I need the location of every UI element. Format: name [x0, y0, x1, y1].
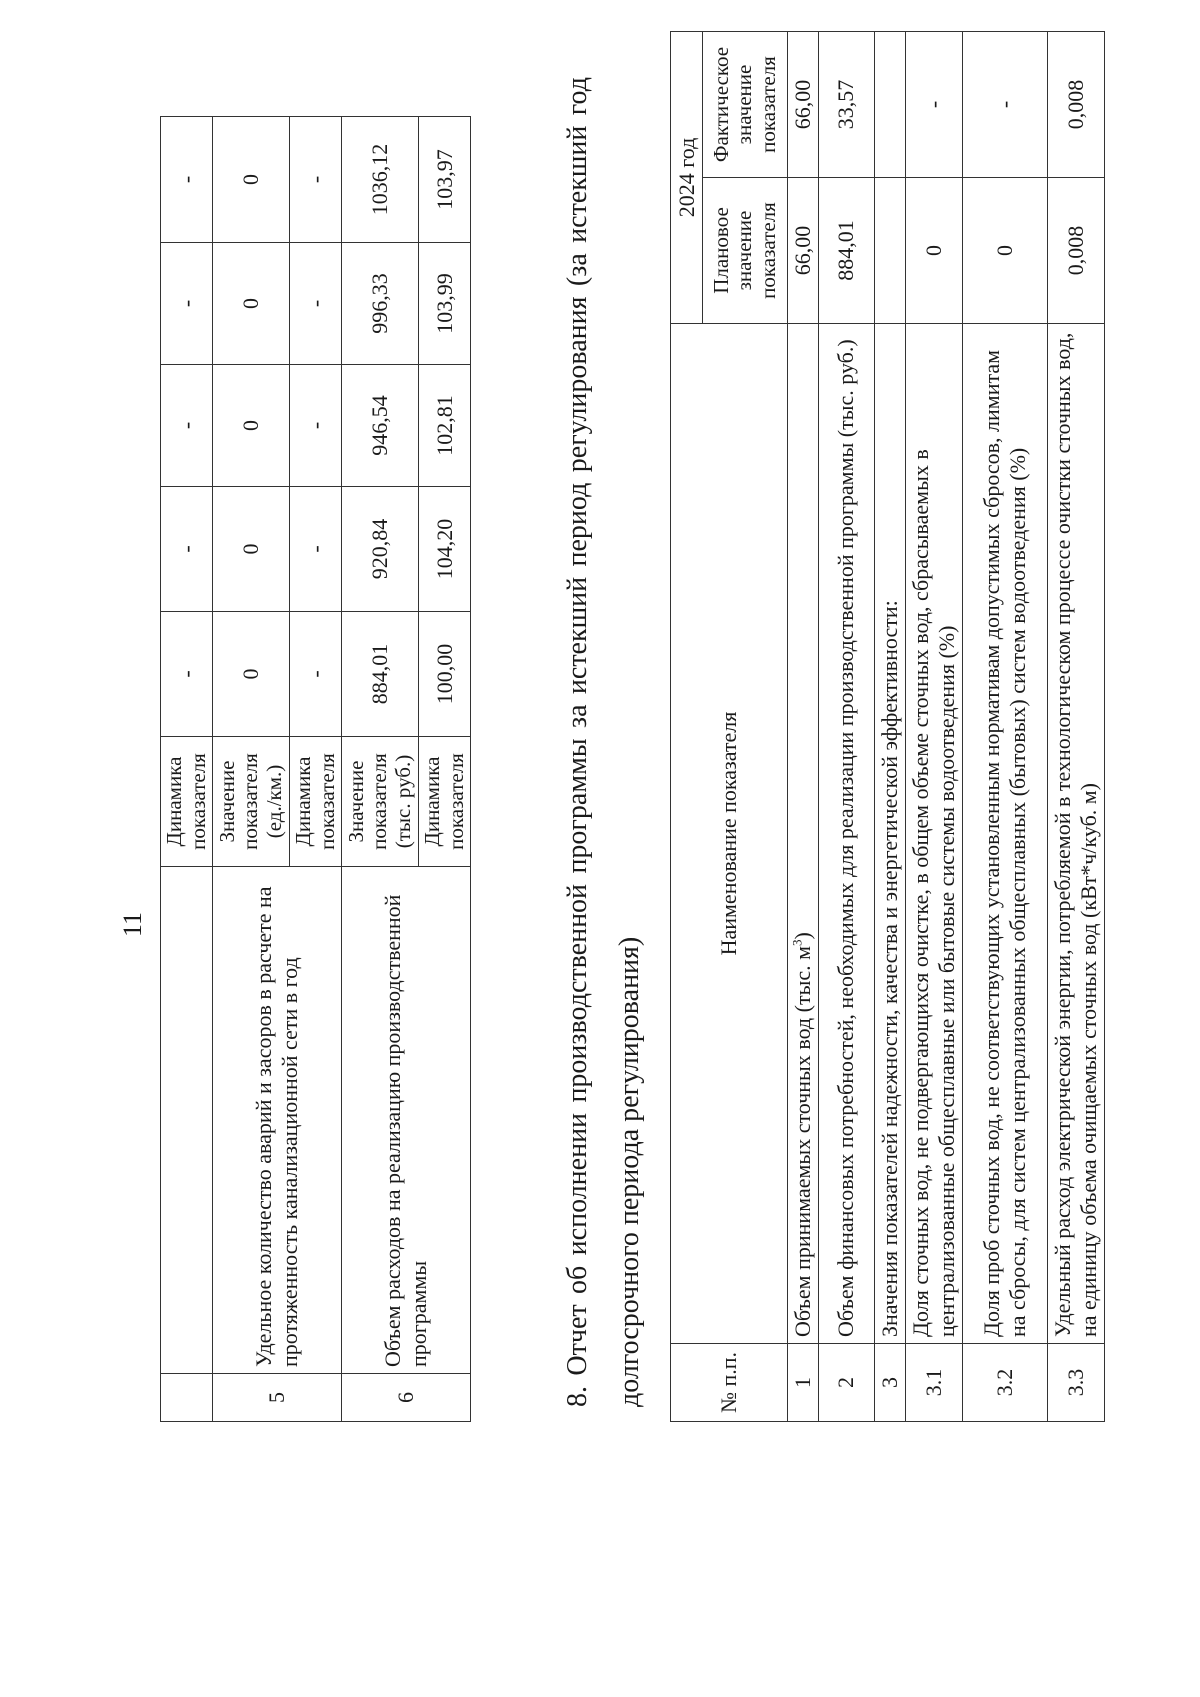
value-cell: 0 [213, 487, 290, 612]
table-row [874, 31, 905, 1421]
value-cell: 0 [213, 117, 290, 243]
indicator-name-cell: Удельное количество аварий и засоров в расчете на протяженность канализационной сети в год [213, 867, 342, 1374]
section-heading-line-2: долгосрочного периода регулирования) [614, 936, 645, 1407]
value-cell: 100,00 [419, 612, 471, 737]
indicator-name-cell: Доля проб сточных вод, не соответствующих установленным нормативам допустимых сбросов, лимитам на сбросы, для систем централизованных общесплавных (бытовых) систем водоотведения (%) [962, 324, 1047, 1344]
plan-value: 66,00 [788, 178, 819, 324]
indicator-name-cell: Удельный расход электрической энергии, потребляемой в технологическом процессе очистки сточных вод, на единицу объема очищаемых сточных вод (кВт*ч/куб. м) [1047, 324, 1104, 1344]
value-cell: 920,84 [342, 487, 419, 612]
fact-value: 0,008 [1047, 31, 1104, 177]
value-cell: - [161, 612, 213, 737]
value-cell: 103,97 [419, 117, 471, 243]
plan-value: 0 [962, 178, 1047, 324]
fact-value [874, 31, 905, 177]
plan-value: 0,008 [1047, 178, 1104, 324]
row-number-cell: 3.1 [905, 1344, 962, 1422]
indicator-name-text: Объем принимаемых сточных вод (тыс. м [790, 945, 815, 1337]
value-cell: - [161, 487, 213, 612]
row-number-cell [161, 1374, 213, 1422]
value-cell: - [290, 365, 342, 487]
unit-cell: Динамика показателя [290, 737, 342, 867]
header-name: Наименование показателя [671, 324, 788, 1344]
row-number-cell: 6 [342, 1374, 471, 1422]
table-row [1047, 31, 1104, 1421]
indicator-name-cell: Значения показателей надежности, качества и энергетической эффективности: [874, 324, 905, 1344]
table-row [962, 31, 1047, 1421]
value-cell: 102,81 [419, 365, 471, 487]
value-cell: 946,54 [342, 365, 419, 487]
value-cell: - [161, 117, 213, 243]
fact-value: 33,57 [818, 31, 874, 177]
section-heading-line-1: 8. Отчет об исполнении производственной программы за истекший период регулирования (за истекший год [562, 77, 593, 1407]
row-number-cell: 3.2 [962, 1344, 1047, 1422]
value-cell: - [161, 243, 213, 365]
row-number-cell: 2 [818, 1344, 874, 1422]
value-cell: 103,99 [419, 243, 471, 365]
value-cell: - [290, 117, 342, 243]
unit-cell: Значение показателя (тыс. руб.) [342, 737, 419, 867]
program-report-table [670, 31, 1105, 1422]
header-num: № п.п. [671, 1344, 788, 1422]
indicator-name-cell: Объем расходов на реализацию производственной программы [342, 867, 471, 1374]
value-cell: 0 [213, 612, 290, 737]
value-cell: - [290, 612, 342, 737]
row-number-cell: 1 [788, 1344, 819, 1422]
fact-value: - [905, 31, 962, 177]
plan-value [874, 178, 905, 324]
row-number-cell: 3.3 [1047, 1344, 1104, 1422]
row-number-cell: 5 [213, 1374, 342, 1422]
fact-value: - [962, 31, 1047, 177]
indicator-name-cell [161, 867, 213, 1374]
unit-cell: Значение показателя (ед./км.) [213, 737, 290, 867]
unit-cell: Динамика показателя [161, 737, 213, 867]
page-number: 11 [118, 911, 147, 937]
table-row [213, 117, 290, 1422]
value-cell: 0 [213, 243, 290, 365]
table-row [788, 31, 819, 1421]
value-cell: - [161, 365, 213, 487]
header-plan: Плановое значение показателя [703, 178, 788, 324]
header-fact: Фактическое значение показателя [703, 31, 788, 177]
indicator-name-cell [788, 324, 819, 1344]
value-cell: 1036,12 [342, 117, 419, 243]
indicator-name-end: ) [790, 932, 815, 940]
plan-value: 0 [905, 178, 962, 324]
indicator-name-cell: Объем финансовых потребностей, необходимых для реализации производственной программы (тыс. руб.) [818, 324, 874, 1344]
fact-value: 66,00 [788, 31, 819, 177]
table-row [342, 117, 419, 1422]
value-cell: 996,33 [342, 243, 419, 365]
unit-cell: Динамика показателя [419, 737, 471, 867]
indicator-name-cell: Доля сточных вод, не подвергающихся очистке, в общем объеме сточных вод, сбрасываемых в централизованные общесплавные или бытовые системы водоотведения (%) [905, 324, 962, 1344]
table-row [161, 117, 213, 1422]
table-row [905, 31, 962, 1421]
value-cell: 104,20 [419, 487, 471, 612]
superscript: 3 [789, 939, 805, 946]
indicator-table-continuation [160, 116, 471, 1422]
section-heading [552, 77, 656, 1407]
table-header-row [671, 31, 703, 1421]
value-cell: - [290, 487, 342, 612]
plan-value: 884,01 [818, 178, 874, 324]
header-year: 2024 год [671, 31, 703, 323]
row-number-cell: 3 [874, 1344, 905, 1422]
value-cell: 0 [213, 365, 290, 487]
table-row [818, 31, 874, 1421]
value-cell: - [290, 243, 342, 365]
value-cell: 884,01 [342, 612, 419, 737]
